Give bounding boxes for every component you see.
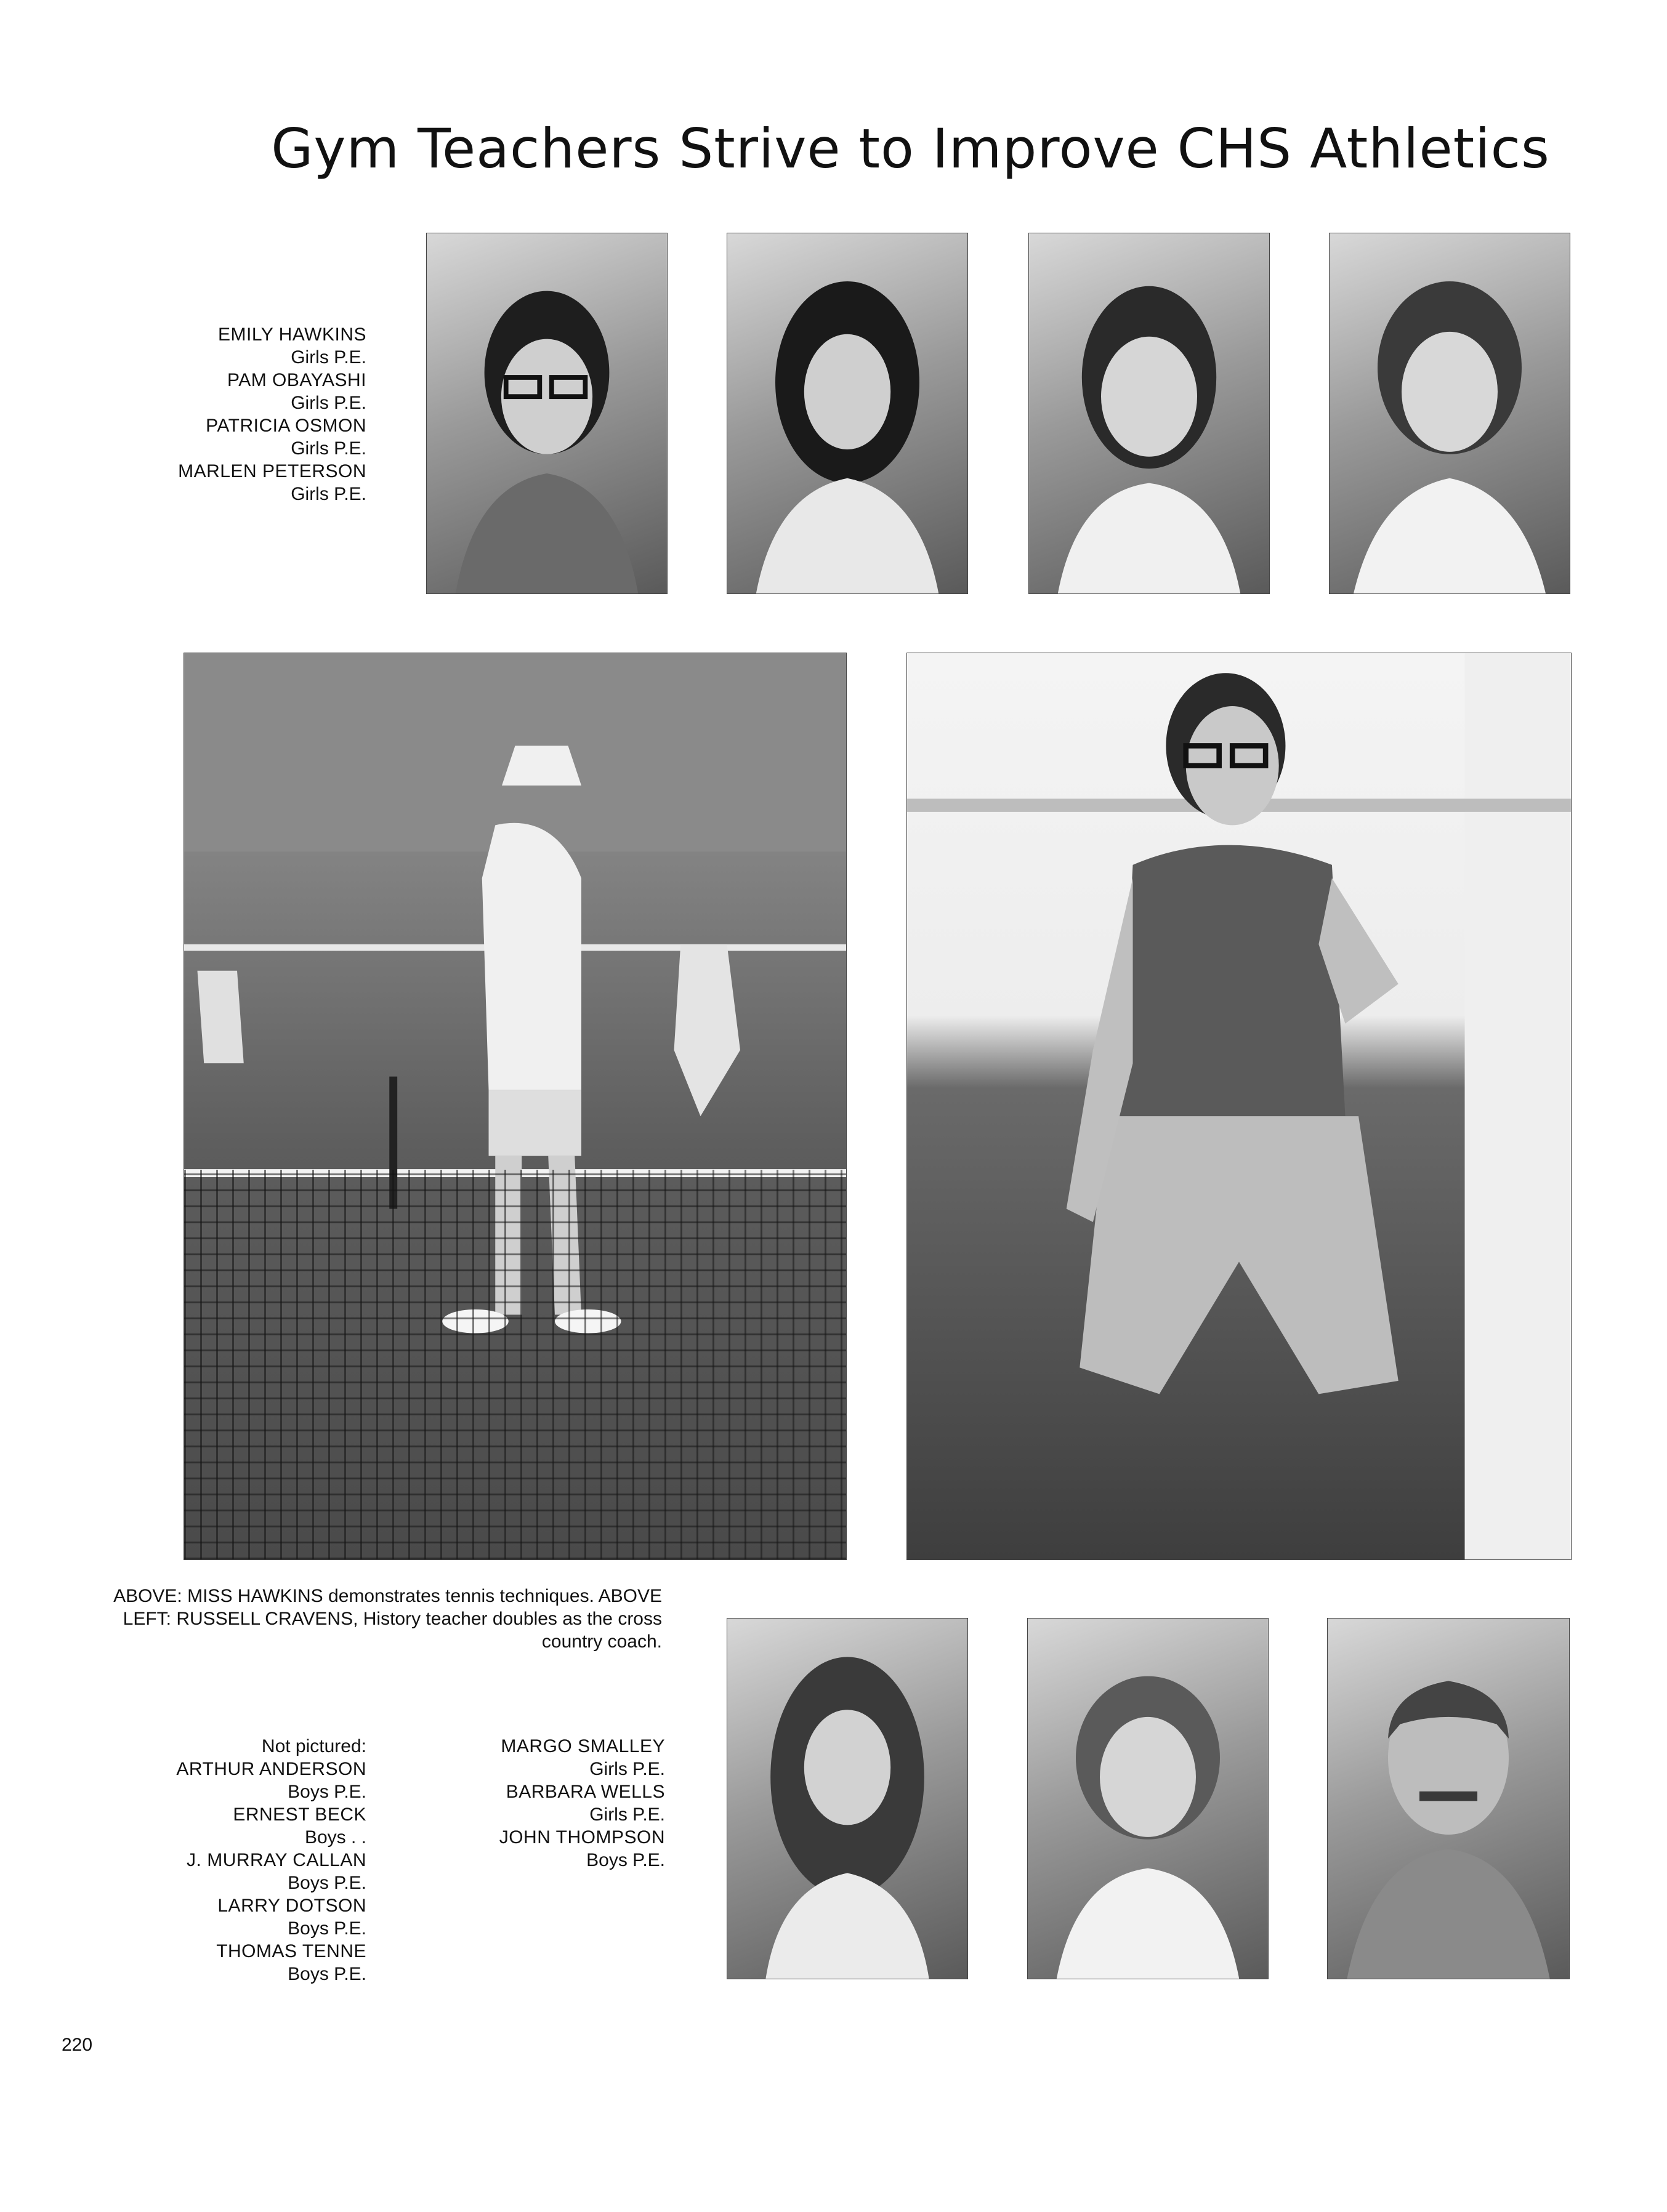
staff-role: Girls P.E. — [291, 438, 366, 459]
portrait-patricia-osmon — [1028, 233, 1270, 594]
staff-name: ARTHUR ANDERSON — [176, 1759, 366, 1779]
portrait-margo-smalley — [727, 1618, 968, 1979]
caption-line: country coach. — [541, 1631, 662, 1652]
staff-role: Boys P.E. — [288, 1873, 366, 1893]
portrait-marlen-peterson — [1329, 233, 1570, 594]
staff-name: PAM OBAYASHI — [227, 370, 366, 390]
staff-name: BARBARA WELLS — [506, 1782, 665, 1802]
photo-caption — [62, 1585, 662, 1653]
staff-name: J. MURRAY CALLAN — [187, 1850, 366, 1870]
staff-name: PATRICIA OSMON — [206, 416, 366, 436]
staff-name: JOHN THOMPSON — [499, 1827, 665, 1848]
staff-role: Boys P.E. — [288, 1782, 366, 1802]
staff-role: Boys P.E. — [288, 1964, 366, 1984]
caption-line: ABOVE: MISS HAWKINS demonstrates tennis techniques. ABOVE — [113, 1586, 662, 1606]
not-pictured-heading: Not pictured: — [261, 1736, 366, 1756]
not-pictured-list — [148, 1735, 366, 1985]
bottom-staff-list — [443, 1735, 665, 1872]
caption-line: LEFT: RUSSELL CRAVENS, History teacher doubles as the cross — [123, 1609, 662, 1629]
staff-role: Girls P.E. — [291, 393, 366, 413]
portrait-emily-hawkins — [426, 233, 668, 594]
tennis-net — [184, 1170, 846, 1559]
staff-role: Boys P.E. — [288, 1918, 366, 1939]
portrait-john-thompson — [1327, 1618, 1570, 1979]
top-staff-list — [148, 323, 366, 505]
staff-name: MARGO SMALLEY — [501, 1736, 665, 1756]
tennis-photo — [184, 653, 847, 1560]
staff-role: Boys P.E. — [586, 1850, 665, 1870]
staff-role: Girls P.E. — [291, 484, 366, 504]
staff-name: EMILY HAWKINS — [218, 324, 366, 345]
staff-name: THOMAS TENNE — [216, 1941, 366, 1961]
staff-name: MARLEN PETERSON — [178, 461, 366, 481]
portrait-pam-obayashi — [727, 233, 968, 594]
portrait-barbara-wells — [1027, 1618, 1269, 1979]
staff-name: LARRY DOTSON — [217, 1896, 366, 1916]
coach-photo — [906, 653, 1572, 1560]
page-number: 220 — [62, 2035, 93, 2055]
staff-role: Girls P.E. — [589, 1759, 665, 1779]
staff-name: ERNEST BECK — [233, 1804, 366, 1825]
staff-role: Girls P.E. — [589, 1804, 665, 1825]
staff-role: Boys . . — [304, 1827, 366, 1848]
page-title: Gym Teachers Strive to Improve CHS Athletics — [271, 117, 1550, 180]
staff-role: Girls P.E. — [291, 347, 366, 368]
